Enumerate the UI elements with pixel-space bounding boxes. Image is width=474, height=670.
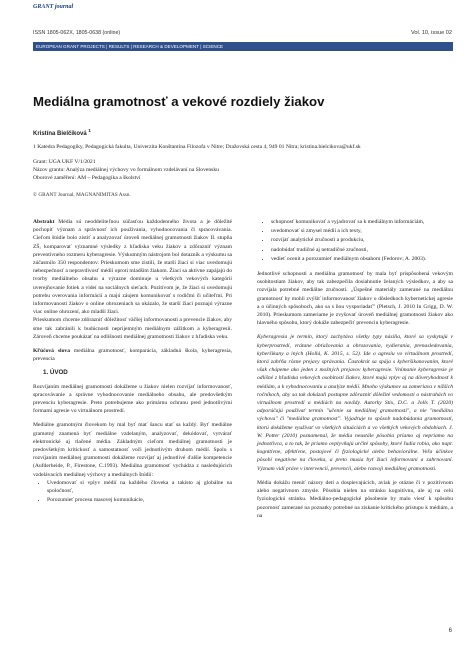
author-text: Kristína Bielčiková bbox=[33, 131, 87, 137]
body-paragraph-1: Jednotlivé schopnosti a mediálna gramotnosť by mala byť prispôsobená vekovým osobitostiam žiakov, aby tak zabezpečila dosiahnutie želaných výsledkov, a aby sa rozvíjala potrebné mediálne zručnosti. „Úspešné materiály zamerané na mediálnu gramotnosť by mohli zvýšiť informovanosť žiakov o dôsledkoch kybernetickej agresie a o účinných spôsoboch, ako sa s ňou vysporiadať" (Pletsch, J. 2010 In Grigg, D. W. 2010). Prieskumom zameriame je zvyšovať úroveň mediálnej gramotnosti žiakov ako hlavného spôsobu, ktorý dokáže zabezpečiť prevenciu kyberagresie. bbox=[257, 271, 453, 327]
list-item: • uvedomovať si zmysel médií a ich texty, bbox=[271, 227, 453, 235]
grant-line: Názov grantu: Analýza mediálnej výchovy vo formálnom vzdelávaní na Slovensku bbox=[33, 167, 219, 173]
abstract-text-2: Prieskumom chceme zdôrazniť dôležitosť väčšej informovanosti a prevencie žiakov, aby sme tak zabránili k budúcnosti neprijemným mediálnym zážitkom a kyberagresii. Zároveň chceme poukázať na odlišnosti mediálnej gramotnosti žiakov z hľadiska veku. bbox=[33, 317, 232, 340]
right-bullet-list bbox=[257, 218, 453, 263]
volume-text: Vol. 10, issue 02 bbox=[410, 30, 452, 36]
left-column bbox=[33, 218, 232, 506]
abstract bbox=[33, 218, 232, 316]
keywords bbox=[33, 347, 232, 363]
abstract-label: Abstrakt bbox=[33, 219, 55, 225]
author-name bbox=[33, 128, 91, 137]
article-title: Mediálna gramotnosť a vekové rozdiely žiakov bbox=[33, 94, 325, 109]
body-paragraph-2: Kyberagresia je termín, ktorý zachytáva všetky typy násilia, ktoré sa vyskytujú v kyberprostredí, vrátane obťažovania a ohrozovania, vydierania, prenasledovania, kyberšikany a iných (Hollá, K. 2015, s. 52). Ide o agresiu vo virtuálnom prostredí, ktorá zahŕňa rôzne prejavy správania. Častokrát sa spája s kyberšikanovaním, ktoré však chápeme ako jeden z možných prejavov kyberagresie. Vnímanie kyberagresie je odlišné z hľadiska vekových osobitostí žiakov, ktoré majú vplyv aj na dôveryhodnosť k médiám, a k vyhodnocovaniu a analýze médií. Mnoho výskumov sa zameriava v nižších ročníkoch, aby sa tak dokázali postupne zdôrazniť dôležité vedomosti o nástrahách vo virtuálnom prostredí a médiách na navždy. Autorky Stix, D.C. a Jolls T. (2020) odporúčajú používať termín "učenie sa mediálnej gramotnosti", a nie "mediálna výchova" či "mediálna gramotnosť". Vyjadruje to spôsob nadobúdania gramotnosti, ktorú dokážeme využívať vo všetkých situáciách a vo všetkých vekových obdobiach. J. W. Potter (2010) poznamenal, že média neustále pôsobia priamo aj nepriamo na jednotlivca, a to tak, že priamo ovplyvňujú určité spôsoby, ktoré ľudia robia, ako napr. kognitívne, afektívne, postojové či fyziologické alebo behaviorálne. Veľa účinkov pôsobí negatívne na človeka, a preto musia byť žiaci informovaní a zahrnovaní. Význam vidí práve v intervencii, prevencii, alebo rozvoji mediálnej gramotnosti. bbox=[257, 334, 453, 472]
grant-line: Grant: UGA UKF V/1/2021 bbox=[33, 159, 96, 165]
journal-header bbox=[33, 4, 451, 10]
left-bullet-list bbox=[33, 479, 232, 505]
list-item: • nadobúdať tradičné aj netradičné zručnosti, bbox=[271, 246, 453, 254]
affiliation: 1 Katedra Pedagogiky, Pedagogická fakulta, Univerzita Konštantína Filozofa v Nitre; Dražovská cesta 4, 949 01 Nitra; kristina.bielcikova@ukf.sk bbox=[33, 144, 361, 150]
list-item: • Uvedomovať si vplyv médií na každého človeka a takisto aj globálne na spoločnosť, bbox=[47, 479, 232, 495]
list-item: • vedieť ocenit a porozumieť mediálnym obsahom (Fedorov; A. 2003). bbox=[271, 255, 453, 263]
grant-info bbox=[33, 158, 451, 182]
section-title: 1. ÚVOD bbox=[43, 369, 68, 377]
page-number: 6 bbox=[448, 628, 452, 634]
right-column bbox=[257, 218, 453, 520]
issn-text: ISSN 1805-062X, 1805-0638 (online) bbox=[33, 30, 121, 36]
body-paragraph-3: Média dokážu meniť názory detí a dospievajúcich, aviak je otázne či v pozitívnom alebo negatívnom zmysle. Pôsobia nielen na stránku kognitívnu, ale aj na celú fyziologickú stránku. Mediálno-pedagogické pôsobenie by malo viesť k spôsobu pozornosť zamerané na poznatky potrebné na získanie kritického prístupu k médiám, a na bbox=[257, 479, 453, 519]
keywords-text: mediálna gramotnosť, komparácia, základná škola, kyberagresia, prevencia bbox=[33, 348, 232, 363]
list-item: • schopnosť komunikovať a vyjadrovať sa k mediálnym informáciám, bbox=[271, 218, 453, 226]
list-item: • rozvíjať analytické zručnosti a produkciu, bbox=[271, 236, 453, 244]
intro-paragraph-1: Rozvíjaním mediálnej gramotnosti dokážeme u žiakov nielen rozvíjať informovanosť, spracovávanie a správne vyhodnocovanie mediálneho obsahu, ale predovšetkým prevenciu kyberagresie. Preto potrebujeme ako primárnu ochranu pred jednotlivými formami agresie vo virtuálnom prostredí. bbox=[33, 383, 232, 415]
abstract-text: Média sú neoddeliteľnou súčasťou každodenného života a je dôležité pochopiť význam a správnosť ich používania, vyhodnocovania či spracovávania. Cieľom štúdie bolo zistiť a analyzovať úroveň mediálnej gramotnosti žiakov II. stupňa ZŠ, komparovať významné výsledky z hľadiska veku žiakov a zdôrazniť význam preventívneho rozmeru kyberagresie. Výskumným nástrojom bol dotazník a výskumu sa zúčastnilo 350 respondentov. Prieskumom sme zistili, že starší žiaci si viac uvedomujú nebezpečnosť a nepravdivosť médií oproti mladším žiakom. Žiaci sa aktívne zapájajú do tvorby mediálneho obsahu a výrazne dominuje u všetkých vekových kategórií uverejňovanie fotiek a videí na sociálnych sieťach. Pozitívom je, že žiaci si uvedomujú potrebu overovania informácií a majú záujem komunikovať s rodičmi či učiteľmi. Pri informovanosti žiakov o online ohrozeniach sa ukázalo, že starší žiaci poznajú výrazne viac online ohrození, ako mladší žiaci. bbox=[33, 219, 232, 316]
header-band: EUROPEAN GRANT PROJECTS | RESULTS | RESEARCH & DEVELOPMENT | SCIENCE bbox=[33, 42, 453, 51]
list-item: • Porozumieť procesu masovej komunikácie, bbox=[47, 496, 232, 504]
journal-name: GRANT journal bbox=[33, 4, 74, 10]
intro-paragraph-2: Mediálne gramotným človekom by mal byť mať šancu stať sa každý. Byť mediálne gramotný znamená byť mediálne vzdelaným, analyzovať, dekódovať, vytvárať elektronické aj tlačené média. Základným cieľom mediálnej gramotnosti je predovšetkým kritickosť a samostatnosť voči jednotlivým druhom médií. Spolu s rozvíjaním mediálnej gramotnosti dokážeme rozvíjať aj jednotlivé ďalšie kompetencie (Aufderheide, P., Firestone, C.1993). Mediálna gramotnosť vychádza z nasledujúcich vzdelávacích mediálnej výchovy a mediálnych štúdií: bbox=[33, 422, 232, 478]
keywords-label: Kľúčová slova bbox=[33, 348, 70, 355]
copyright: © GRANT Journal, MAGNANIMITAS Assn. bbox=[33, 192, 131, 198]
author-sup: 1 bbox=[88, 128, 91, 133]
grant-line: Oborové zaměření: AM – Pedagogika a školství bbox=[33, 175, 141, 181]
